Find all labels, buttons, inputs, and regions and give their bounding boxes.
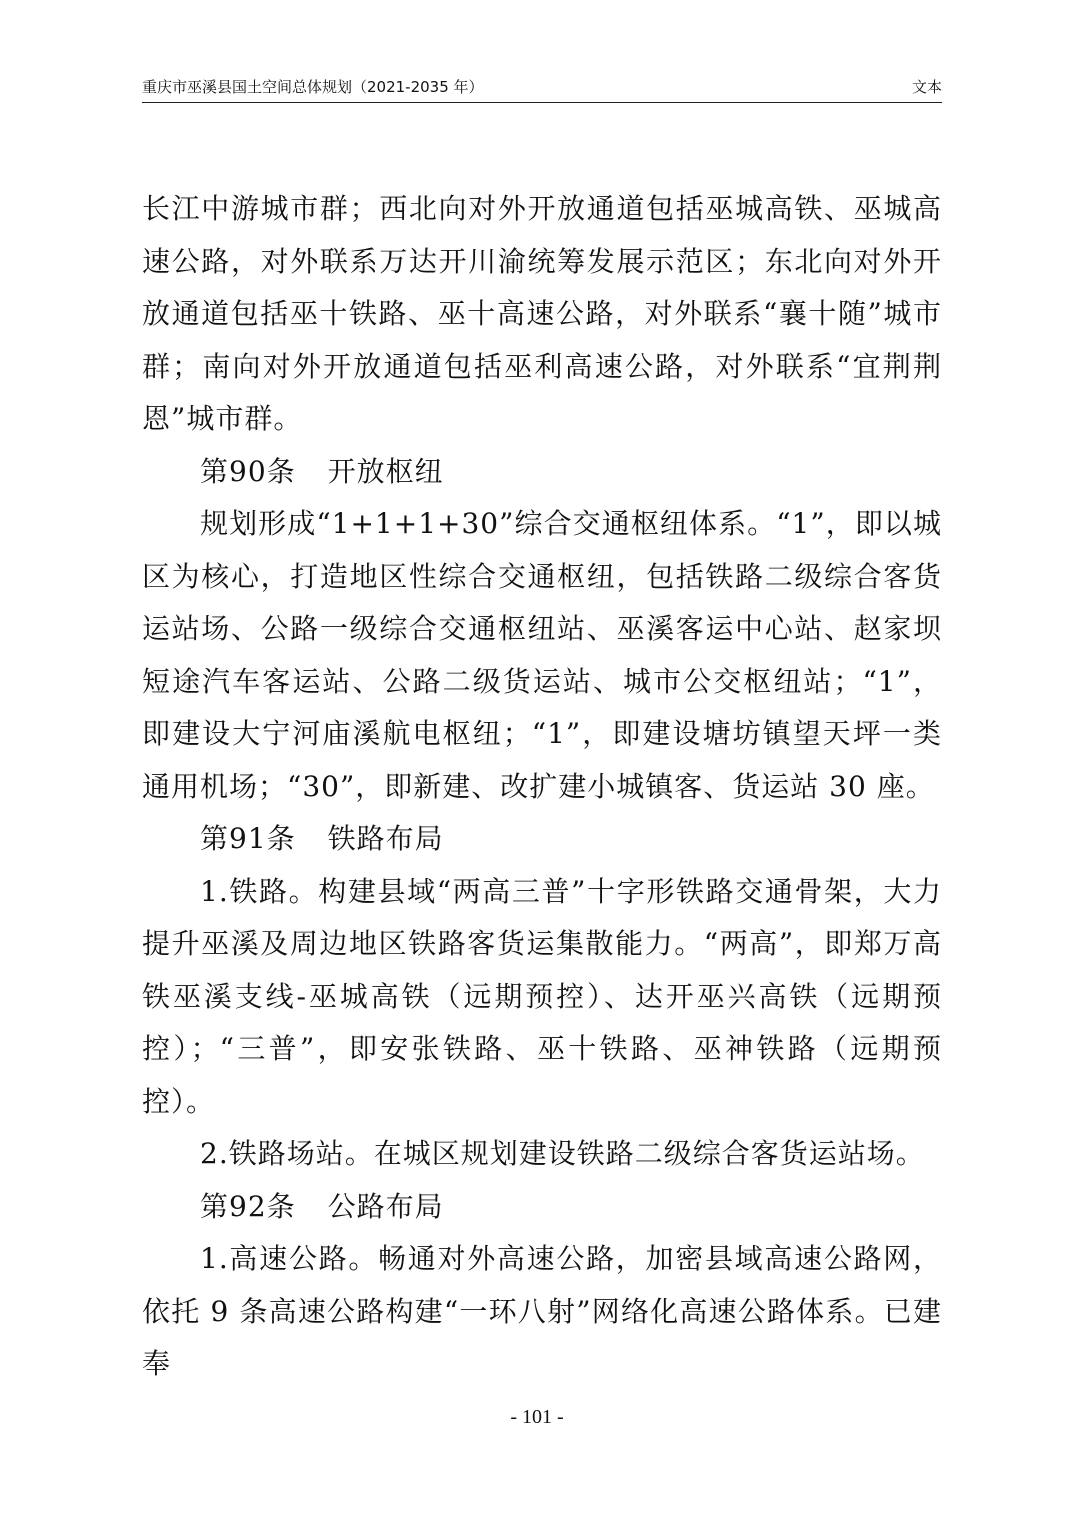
article-title: 公路布局 <box>327 1189 444 1223</box>
paragraph: 2.铁路场站。在城区规划建设铁路二级综合客货运站场。 <box>200 1137 925 1170</box>
paragraph: 1.高速公路。畅通对外高速公路，加密县域高速公路网，依托 9 条高速公路构建“一环八射”网络化高速公路体系。已建奉 <box>142 1242 942 1380</box>
page-header <box>142 76 942 103</box>
document-body <box>142 183 942 1391</box>
paragraph: 1.铁路。构建县域“两高三普”十字形铁路交通骨架，大力提升巫溪及周边地区铁路客货运集散能力。“两高”，即郑万高铁巫溪支线-巫城高铁（远期预控）、达开巫兴高铁（远期预控）；“三普”，即安张铁路、巫十铁路、巫神铁路（远期预控）。 <box>142 874 942 1118</box>
article-heading-91 <box>142 813 942 866</box>
article-number: 第90条 <box>200 454 296 488</box>
article-heading-92 <box>142 1181 942 1234</box>
article-heading-90 <box>142 446 942 499</box>
paragraph: 长江中游城市群；西北向对外开放通道包括巫城高铁、巫城高速公路，对外联系万达开川渝统筹发展示范区；东北向对外开放通道包括巫十铁路、巫十高速公路，对外联系“襄十随”城市群；南向对外开放通道包括巫利高速公路，对外联系“宜荆荆恩”城市群。 <box>142 192 942 435</box>
article-title: 开放枢纽 <box>327 454 444 488</box>
document-title: 重庆市巫溪县国土空间总体规划（2021-2035 年） <box>142 78 484 96</box>
paragraph: 规划形成“1+1+1+30”综合交通枢纽体系。“1”，即以城区为核心，打造地区性综合交通枢纽，包括铁路二级综合客货运站场、公路一级综合交通枢纽站、巫溪客运中心站、赵家坝短途汽车客运站、公路二级货运站、城市公交枢纽站；“1”，即建设大宁河庙溪航电枢纽；“1”，即建设塘坊镇望天坪一类通用机场；“30”，即新建、改扩建小城镇客、货运站 30 座。 <box>142 507 942 803</box>
article-number: 第91条 <box>200 822 296 855</box>
article-title: 铁路布局 <box>327 822 444 855</box>
section-tag: 文本 <box>911 78 942 96</box>
page-number: - 101 - <box>510 1406 564 1428</box>
article-number: 第92条 <box>200 1189 296 1223</box>
